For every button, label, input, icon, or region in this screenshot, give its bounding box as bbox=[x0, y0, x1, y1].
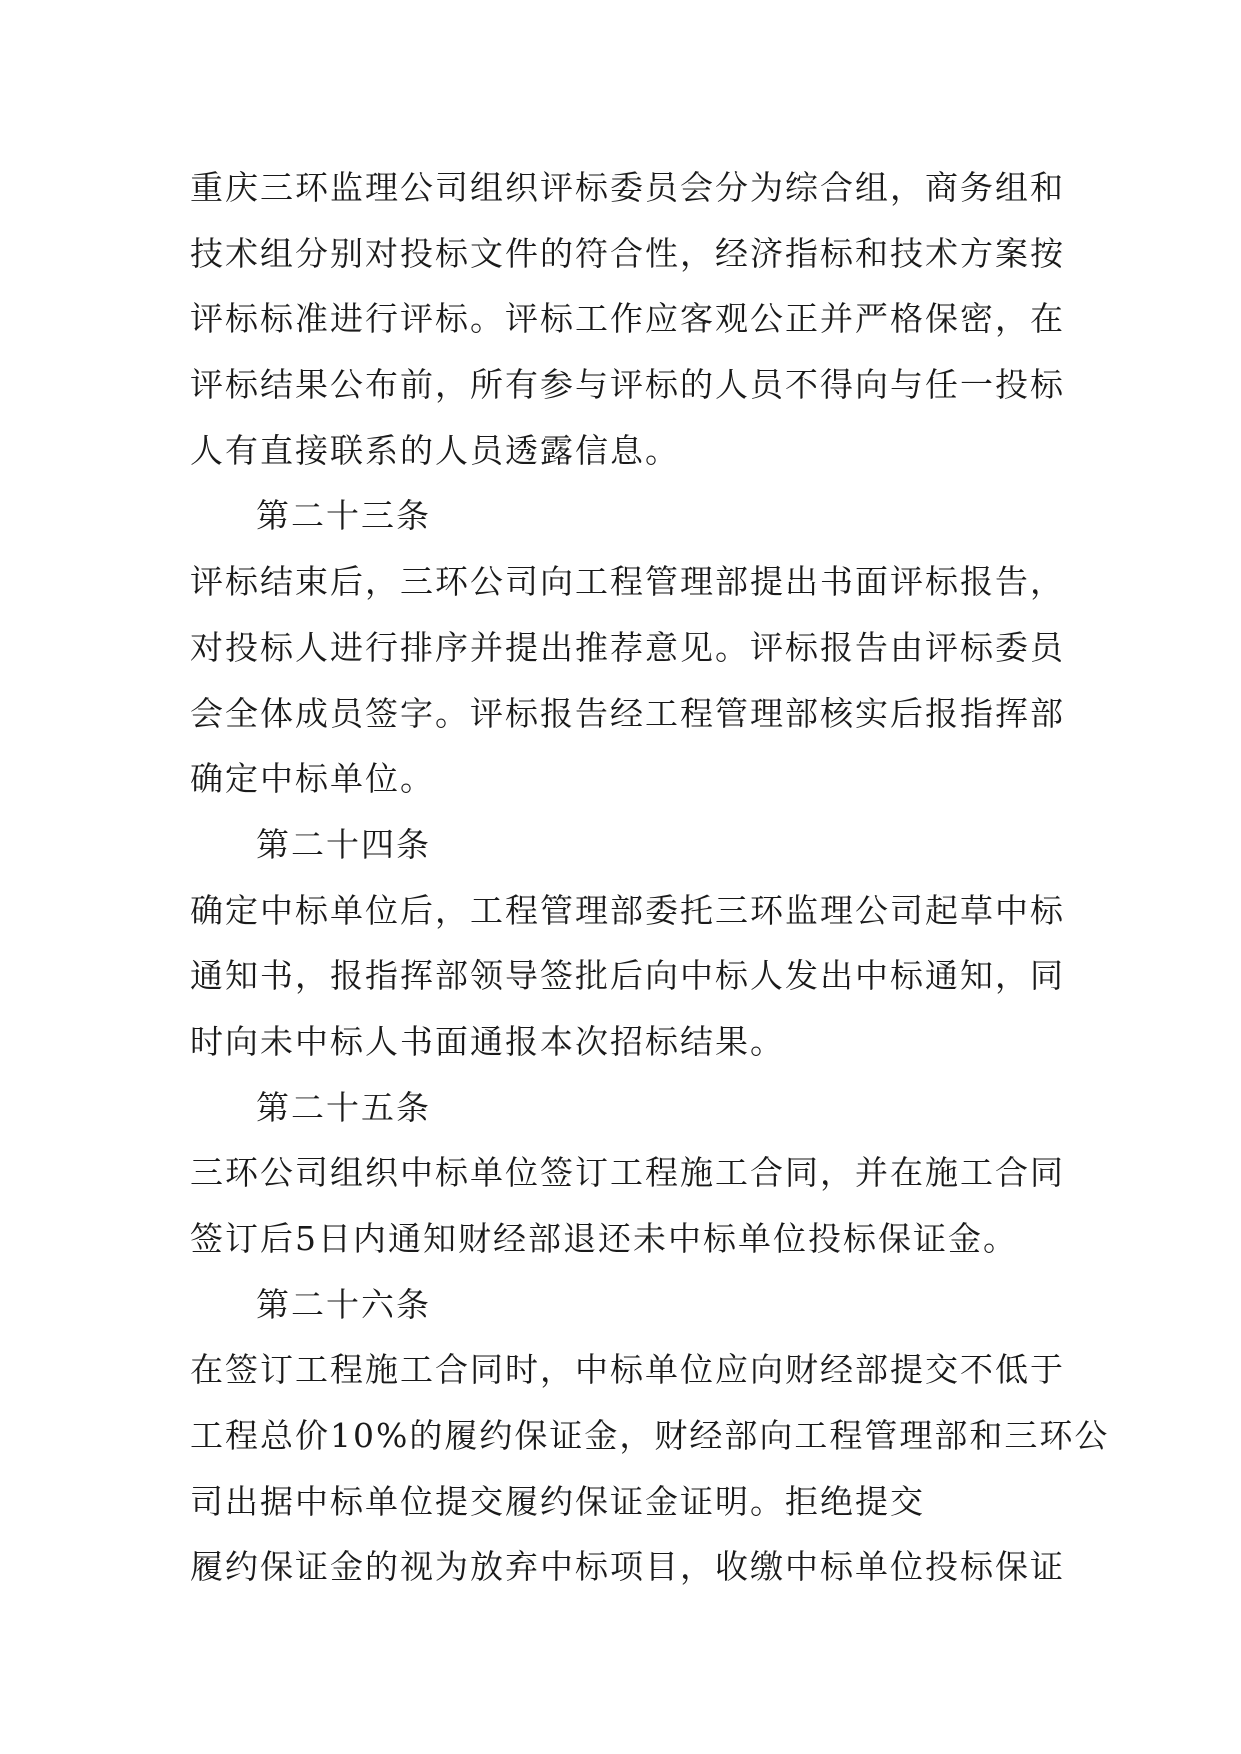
article-heading: 第二十五条 bbox=[256, 1087, 431, 1127]
paragraph-line: 签订后5日内通知财经部退还未中标单位投标保证金。 bbox=[190, 1219, 1018, 1258]
document-body bbox=[190, 155, 1110, 1600]
article-heading: 第二十三条 bbox=[256, 496, 431, 536]
paragraph-line: 通知书，报指挥部领导签批后向中标人发出中标通知，同 bbox=[190, 956, 1065, 996]
paragraph-line: 履约保证金的视为放弃中标项目，收缴中标单位投标保证 bbox=[190, 1547, 1065, 1587]
paragraph-line: 司出据中标单位提交履约保证金证明。拒绝提交 bbox=[190, 1481, 925, 1521]
paragraph-line: 确定中标单位后，工程管理部委托三环监理公司起草中标 bbox=[190, 890, 1065, 930]
paragraph-line: 评标结果公布前，所有参与评标的人员不得向与任一投标 bbox=[190, 365, 1065, 405]
paragraph-line: 三环公司组织中标单位签订工程施工合同，并在施工合同 bbox=[190, 1153, 1065, 1193]
paragraph-line: 会全体成员签字。评标报告经工程管理部核实后报指挥部 bbox=[190, 693, 1065, 733]
paragraph-line: 对投标人进行排序并提出推荐意见。评标报告由评标委员 bbox=[190, 627, 1065, 667]
paragraph-line: 评标标准进行评标。评标工作应客观公正并严格保密，在 bbox=[190, 299, 1065, 339]
article-heading: 第二十六条 bbox=[256, 1284, 431, 1324]
paragraph-line: 人有直接联系的人员透露信息。 bbox=[190, 430, 680, 470]
article-heading: 第二十四条 bbox=[256, 824, 431, 864]
paragraph-line: 确定中标单位。 bbox=[190, 759, 435, 799]
paragraph-line: 评标结束后，三环公司向工程管理部提出书面评标报告， bbox=[190, 562, 1065, 602]
paragraph-line: 技术组分别对投标文件的符合性，经济指标和技术方案按 bbox=[190, 233, 1065, 273]
paragraph-line: 重庆三环监理公司组织评标委员会分为综合组，商务组和 bbox=[190, 168, 1065, 207]
paragraph-line: 在签订工程施工合同时，中标单位应向财经部提交不低于 bbox=[190, 1350, 1065, 1390]
paragraph-line: 时向未中标人书面通报本次招标结果。 bbox=[190, 1021, 785, 1061]
paragraph-line: 工程总价10%的履约保证金，财经部向工程管理部和三环公 bbox=[190, 1416, 1110, 1456]
